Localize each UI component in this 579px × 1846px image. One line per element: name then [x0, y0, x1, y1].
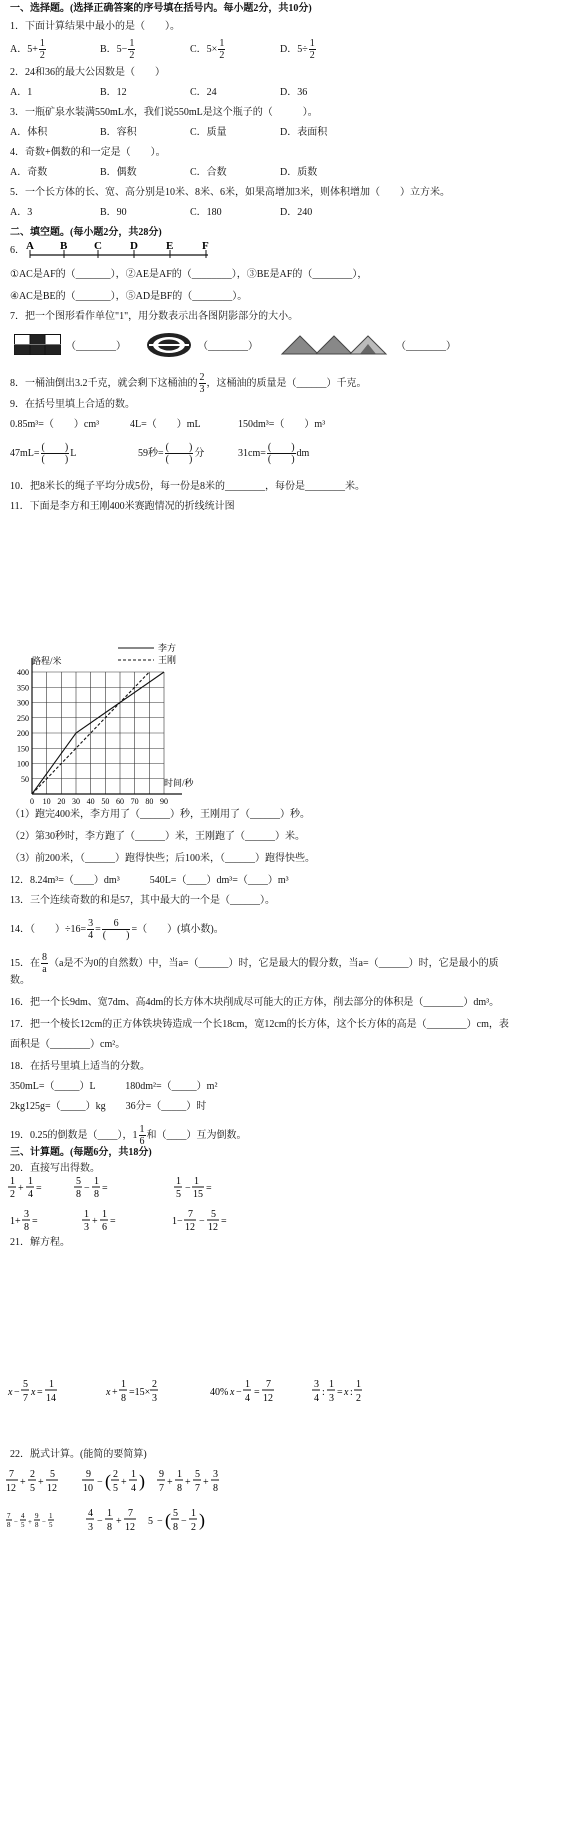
q2-option-a: A．1: [10, 87, 33, 98]
q4-option-c: C．合数: [190, 167, 227, 178]
question-15-cont: 数。: [10, 975, 30, 986]
svg-text:+: +: [203, 1477, 209, 1488]
question-18: 18．在括号里填上适当的分数。: [10, 1061, 150, 1072]
svg-text:7: 7: [195, 1483, 200, 1494]
q9-item-1: 0.85m³=（ ）cm³: [10, 419, 100, 430]
svg-text:2: 2: [152, 1379, 157, 1390]
svg-text:8: 8: [213, 1483, 218, 1494]
svg-text:7: 7: [266, 1379, 271, 1390]
svg-text:5: 5: [23, 1379, 28, 1390]
svg-text:1: 1: [329, 1379, 334, 1390]
svg-text:15: 15: [193, 1189, 203, 1200]
svg-text::: :: [350, 1387, 353, 1398]
question-6-number: 6．: [10, 245, 25, 256]
question-17: 17．把一个棱长12cm的正方体铁块铸造成一个长18cm，宽12cm的长方体，这个长方体的高是（________）cm，表: [10, 1019, 509, 1030]
q11-sub-1: （1）跑完400米，李方用了（______）秒，王刚用了（______）秒。: [10, 809, 310, 820]
point-b-label: B: [60, 240, 68, 252]
q1-option-c: C．5× $\frac{1}{2}$: [190, 38, 225, 61]
svg-text:−: −: [236, 1387, 242, 1398]
svg-text:(: (: [165, 1510, 171, 1530]
question-8: 8．一桶油倒出3.2千克，就会剩下这桶油的 $\frac{2}{3}$ ，这桶油的质量是（______）千克。: [10, 372, 367, 395]
svg-text:5: 5: [49, 1521, 53, 1529]
svg-text:12: 12: [263, 1393, 273, 1404]
expression-1: [6, 1469, 58, 1494]
q5-option-b: B．90: [100, 207, 127, 218]
svg-text:12: 12: [185, 1222, 195, 1233]
svg-text:3: 3: [152, 1393, 157, 1404]
x-tick-label: 90: [160, 797, 168, 806]
equation-1: [7, 1379, 57, 1404]
expression-6: [148, 1508, 205, 1533]
section2-title: 二、填空题。(每小题2分，共28分): [10, 227, 162, 238]
question-5: 5．一个长方体的长、宽、高分别是10米、8米、6米，如果高增加3米，则体积增加（ ）立方米。: [10, 187, 450, 198]
svg-text:1: 1: [49, 1512, 53, 1520]
x-tick-label: 50: [101, 797, 110, 806]
q11-line-chart: [6, 640, 196, 810]
svg-text:5: 5: [21, 1521, 25, 1529]
svg-text:=: =: [102, 1183, 108, 1194]
y-tick-label: 50: [21, 774, 29, 784]
svg-text:+: +: [116, 1516, 122, 1527]
svg-text:3: 3: [88, 1522, 93, 1533]
svg-text:12: 12: [125, 1522, 135, 1533]
svg-text:12: 12: [47, 1483, 57, 1494]
svg-text:): ): [139, 1471, 145, 1491]
svg-text:3: 3: [24, 1209, 29, 1220]
y-tick-label: 100: [17, 759, 29, 769]
svg-text:2: 2: [113, 1469, 118, 1480]
q5-option-d: D．240: [280, 207, 313, 218]
calc-item-5: [82, 1209, 116, 1233]
chart-y-axis-label: 路程/米: [32, 656, 62, 666]
q9-item-5: 59秒= $\frac{( )}{( )}$ 分: [138, 442, 205, 465]
svg-text:+: +: [112, 1387, 118, 1398]
expression-4: [6, 1512, 54, 1529]
svg-text:4: 4: [28, 1189, 33, 1200]
svg-text:−: −: [97, 1516, 103, 1527]
chart-x-axis-label: 时间/秒: [164, 778, 194, 788]
q7-shaded-grid-figure: [14, 334, 62, 356]
svg-text:+: +: [92, 1216, 98, 1227]
equation-2: [105, 1379, 158, 1404]
svg-text:x: x: [230, 1387, 235, 1398]
svg-text:40%: 40%: [210, 1387, 229, 1398]
q20-oral-calculations: [8, 1176, 268, 1238]
question-13: 13．三个连续奇数的和是57，其中最大的一个是（______）。: [10, 895, 275, 906]
q7-answer-3: （________）: [396, 341, 456, 352]
svg-text:2: 2: [10, 1189, 15, 1200]
svg-text:1−: 1−: [172, 1216, 183, 1227]
svg-text:2: 2: [191, 1522, 196, 1533]
svg-text:2: 2: [356, 1393, 361, 1404]
svg-text:7: 7: [159, 1483, 164, 1494]
question-4: 4．奇数+偶数的和一定是（ ）。: [10, 147, 166, 158]
y-tick-label: 250: [17, 713, 29, 723]
svg-text:1: 1: [131, 1469, 136, 1480]
legend-label: 王刚: [158, 655, 177, 665]
question-21: 21．解方程。: [10, 1237, 70, 1248]
q3-option-c: C．质量: [190, 127, 227, 138]
section1-title: 一、选择题。(选择正确答案的序号填在括号内。每小题2分，共10分): [10, 3, 312, 14]
svg-text:−: −: [199, 1216, 205, 1227]
q4-option-d: D．质数: [280, 167, 318, 178]
svg-text:−: −: [14, 1387, 20, 1398]
svg-text:+: +: [28, 1518, 32, 1526]
svg-text:1: 1: [102, 1209, 107, 1220]
q7-answer-1: （________）: [66, 341, 126, 352]
x-tick-label: 40: [86, 797, 95, 806]
q22-expressions: [6, 1466, 306, 1542]
question-15: 15．在 $\frac{8}{a}$ （a是不为0的自然数）中，当a=（______）时，它是最大的假分数，当a=（______）时，它是最小的质: [10, 952, 499, 975]
question-9: 9．在括号里填上合适的数。: [10, 399, 135, 410]
svg-text:1: 1: [194, 1176, 199, 1187]
q9-item-4: 47mL= $\frac{( )}{( )}$ L: [10, 442, 77, 465]
svg-text:=: =: [221, 1216, 227, 1227]
q7-triangles-figure: [280, 332, 390, 356]
svg-text:+: +: [121, 1477, 127, 1488]
svg-text:x: x: [106, 1387, 111, 1398]
svg-text:5: 5: [211, 1209, 216, 1220]
svg-text:−: −: [97, 1477, 103, 1488]
svg-text:−: −: [84, 1183, 90, 1194]
svg-text:8: 8: [121, 1393, 126, 1404]
x-tick-label: 20: [57, 797, 66, 806]
y-tick-label: 200: [17, 729, 29, 738]
question-19: 19．0.25的倒数是（____），1 $\frac{1}{6}$ 和（____）互为倒数。: [10, 1124, 247, 1147]
q11-sub-3: （3）前200米，（______）跑得快些；后100米，（______）跑得快些。: [10, 853, 315, 864]
question-12: 12．8.24m³=（____）dm³ 540L=（____）dm³=（____）m³: [10, 875, 289, 886]
svg-text:1: 1: [177, 1469, 182, 1480]
svg-text:+: +: [185, 1477, 191, 1488]
q21-equations: [6, 1376, 566, 1406]
svg-text:1: 1: [191, 1508, 196, 1519]
x-tick-label: 10: [42, 797, 51, 806]
svg-text:8: 8: [173, 1522, 178, 1533]
svg-text:9: 9: [86, 1469, 91, 1480]
svg-text:1: 1: [245, 1379, 250, 1390]
question-2: 2．24和36的最大公因数是（ ）: [10, 67, 165, 78]
svg-text:−: −: [157, 1516, 163, 1527]
svg-text:+: +: [167, 1477, 173, 1488]
svg-text:1: 1: [28, 1176, 33, 1187]
svg-text:+: +: [20, 1477, 26, 1488]
svg-text:3: 3: [213, 1469, 218, 1480]
svg-text:5: 5: [173, 1508, 178, 1519]
svg-text:5: 5: [76, 1176, 81, 1187]
x-tick-label: 70: [130, 797, 139, 806]
question-20: 20．直接写出得数。: [10, 1163, 100, 1174]
svg-text:5: 5: [50, 1469, 55, 1480]
question-16: 16．把一个长9dm、宽7dm、高4dm的长方体木块削成尽可能大的正方体，削去部分的体积是（________）dm³。: [10, 997, 500, 1008]
svg-text:5: 5: [30, 1483, 35, 1494]
question-1: 1．下面计算结果中最小的是（ ）。: [10, 21, 180, 32]
svg-text:7: 7: [23, 1393, 28, 1404]
svg-text:5: 5: [195, 1469, 200, 1480]
svg-text:=: =: [32, 1216, 38, 1227]
svg-text:3: 3: [84, 1222, 89, 1233]
svg-text:5: 5: [176, 1189, 181, 1200]
svg-text:12: 12: [6, 1483, 16, 1494]
y-tick-label: 150: [17, 744, 29, 754]
svg-text:1: 1: [94, 1176, 99, 1187]
svg-text:=: =: [254, 1387, 260, 1398]
calc-item-3: [174, 1176, 212, 1200]
q18-row-1: 350mL=（_____）L 180dm²=（_____）m²: [10, 1081, 218, 1092]
svg-text:3: 3: [329, 1393, 334, 1404]
q4-option-b: B．偶数: [100, 167, 137, 178]
calc-item-1: [8, 1176, 42, 1200]
svg-text:x: x: [31, 1387, 36, 1398]
svg-text:1: 1: [107, 1508, 112, 1519]
question-3: 3．一瓶矿泉水装满550mL水，我们说550mL是这个瓶子的（ ）。: [10, 107, 318, 118]
svg-text:5: 5: [148, 1516, 153, 1527]
svg-text:x: x: [344, 1387, 349, 1398]
svg-text:4: 4: [88, 1508, 93, 1519]
y-tick-label: 300: [17, 698, 29, 708]
svg-text:=15×: =15×: [129, 1387, 151, 1398]
q1-option-d: D．5÷ $\frac{1}{2}$: [280, 38, 315, 61]
q3-option-a: A．体积: [10, 127, 48, 138]
svg-text::: :: [322, 1387, 325, 1398]
question-7: 7．把一个图形看作单位"1"，用分数表示出各图阴影部分的大小。: [10, 311, 299, 322]
svg-text:8: 8: [35, 1521, 39, 1529]
svg-text:3: 3: [314, 1379, 319, 1390]
q1-option-a: A．5+ $\frac{1}{2}$: [10, 38, 45, 61]
question-17-cont: 面积是（________）cm²。: [10, 1039, 126, 1050]
point-e-label: E: [166, 240, 174, 252]
q2-option-b: B．12: [100, 87, 127, 98]
q2-option-d: D．36: [280, 87, 308, 98]
legend-label: 李方: [158, 643, 177, 653]
calc-item-2: [74, 1176, 108, 1200]
question-10: 10．把8米长的绳子平均分成5份，每一份是8米的________，每份是________米。: [10, 481, 365, 492]
question-11: 11．下面是李方和王刚400米赛跑情况的折线统计图: [10, 501, 235, 512]
svg-text:8: 8: [107, 1522, 112, 1533]
svg-text:−: −: [181, 1516, 187, 1527]
svg-text:=: =: [206, 1183, 212, 1194]
q11-sub-2: （2）第30秒时，李方跑了（______）米，王刚跑了（______）米。: [10, 831, 305, 842]
svg-text:6: 6: [102, 1222, 107, 1233]
svg-text:4: 4: [245, 1393, 250, 1404]
svg-text:=: =: [37, 1387, 43, 1398]
svg-text:1: 1: [84, 1209, 89, 1220]
svg-text:1: 1: [356, 1379, 361, 1390]
q9-item-2: 4L=（ ）mL: [130, 419, 201, 430]
svg-text:8: 8: [177, 1483, 182, 1494]
svg-text:2: 2: [30, 1469, 35, 1480]
svg-text:4: 4: [21, 1512, 25, 1520]
calc-item-6: [172, 1209, 227, 1233]
point-c-label: C: [94, 240, 102, 252]
svg-text:8: 8: [24, 1222, 29, 1233]
q3-option-b: B．容积: [100, 127, 137, 138]
svg-text:8: 8: [7, 1521, 11, 1529]
svg-text:10: 10: [83, 1483, 93, 1494]
svg-text:(: (: [105, 1471, 111, 1491]
x-tick-label: 30: [72, 797, 80, 806]
svg-text:−: −: [185, 1183, 191, 1194]
q5-option-c: C．180: [190, 207, 222, 218]
q18-row-2: 2kg125g=（_____）kg 36分=（_____）时: [10, 1101, 207, 1112]
q9-item-6: 31cm= $\frac{( )}{( )}$ dm: [238, 442, 310, 465]
expression-5: [86, 1508, 136, 1533]
svg-text:8: 8: [76, 1189, 81, 1200]
svg-text:7: 7: [9, 1469, 14, 1480]
y-tick-label: 350: [17, 683, 29, 693]
point-a-label: A: [26, 240, 34, 252]
svg-text:+: +: [18, 1183, 24, 1194]
svg-text:9: 9: [35, 1512, 39, 1520]
equation-3: [210, 1379, 274, 1404]
q3-option-d: D．表面积: [280, 127, 328, 138]
svg-text:12: 12: [208, 1222, 218, 1233]
svg-text:=: =: [36, 1183, 42, 1194]
svg-text:): ): [199, 1510, 205, 1530]
svg-text:4: 4: [314, 1393, 319, 1404]
svg-text:=: =: [337, 1387, 343, 1398]
q4-option-a: A．奇数: [10, 167, 48, 178]
svg-text:1: 1: [121, 1379, 126, 1390]
equation-4: [312, 1379, 362, 1404]
x-tick-label: 80: [145, 797, 154, 806]
svg-text:−: −: [42, 1518, 46, 1526]
svg-text:7: 7: [128, 1508, 133, 1519]
expression-3: [157, 1469, 219, 1494]
q6-line-2: ④AC是BE的（_______），⑤AD是BF的（________）。: [10, 291, 248, 302]
q6-line-1: ①AC是AF的（_______），②AE是AF的（________），③BE是AF的（________），: [10, 269, 368, 280]
q7-answer-2: （________）: [198, 341, 258, 352]
q9-item-3: 150dm³=（ ）m³: [238, 419, 326, 430]
svg-text:1+: 1+: [10, 1216, 21, 1227]
svg-text:−: −: [14, 1518, 18, 1526]
q5-option-a: A．3: [10, 207, 33, 218]
svg-text:14: 14: [46, 1393, 56, 1404]
svg-text:5: 5: [113, 1483, 118, 1494]
x-tick-label: 60: [116, 797, 124, 806]
svg-text:+: +: [38, 1477, 44, 1488]
q6-line-segment-figure: [26, 238, 216, 260]
y-tick-label: 400: [17, 668, 29, 677]
q2-option-c: C．24: [190, 87, 217, 98]
svg-text:7: 7: [7, 1512, 11, 1520]
svg-text:8: 8: [94, 1189, 99, 1200]
svg-text:4: 4: [131, 1483, 136, 1494]
svg-text:9: 9: [159, 1469, 164, 1480]
question-14: 14．（ ）÷16= $\frac{3}{4}$ = $\frac{6}{( )}$ =（ ）(填小数)。: [10, 918, 224, 941]
q1-option-b: B．5− $\frac{1}{2}$: [100, 38, 135, 61]
x-tick-label: 0: [30, 797, 34, 806]
expression-2: [82, 1469, 145, 1494]
calc-item-4: [10, 1209, 38, 1233]
svg-text:7: 7: [188, 1209, 193, 1220]
svg-text:=: =: [110, 1216, 116, 1227]
svg-text:1: 1: [10, 1176, 15, 1187]
svg-text:1: 1: [49, 1379, 54, 1390]
question-22: 22．脱式计算。(能简的要简算): [10, 1449, 147, 1460]
q7-concentric-ellipses-figure: [146, 332, 192, 358]
section3-title: 三、计算题。(每题6分，共18分): [10, 1147, 152, 1158]
point-f-label: F: [202, 240, 209, 252]
svg-text:1: 1: [176, 1176, 181, 1187]
svg-text:x: x: [8, 1387, 13, 1398]
point-d-label: D: [130, 240, 138, 252]
